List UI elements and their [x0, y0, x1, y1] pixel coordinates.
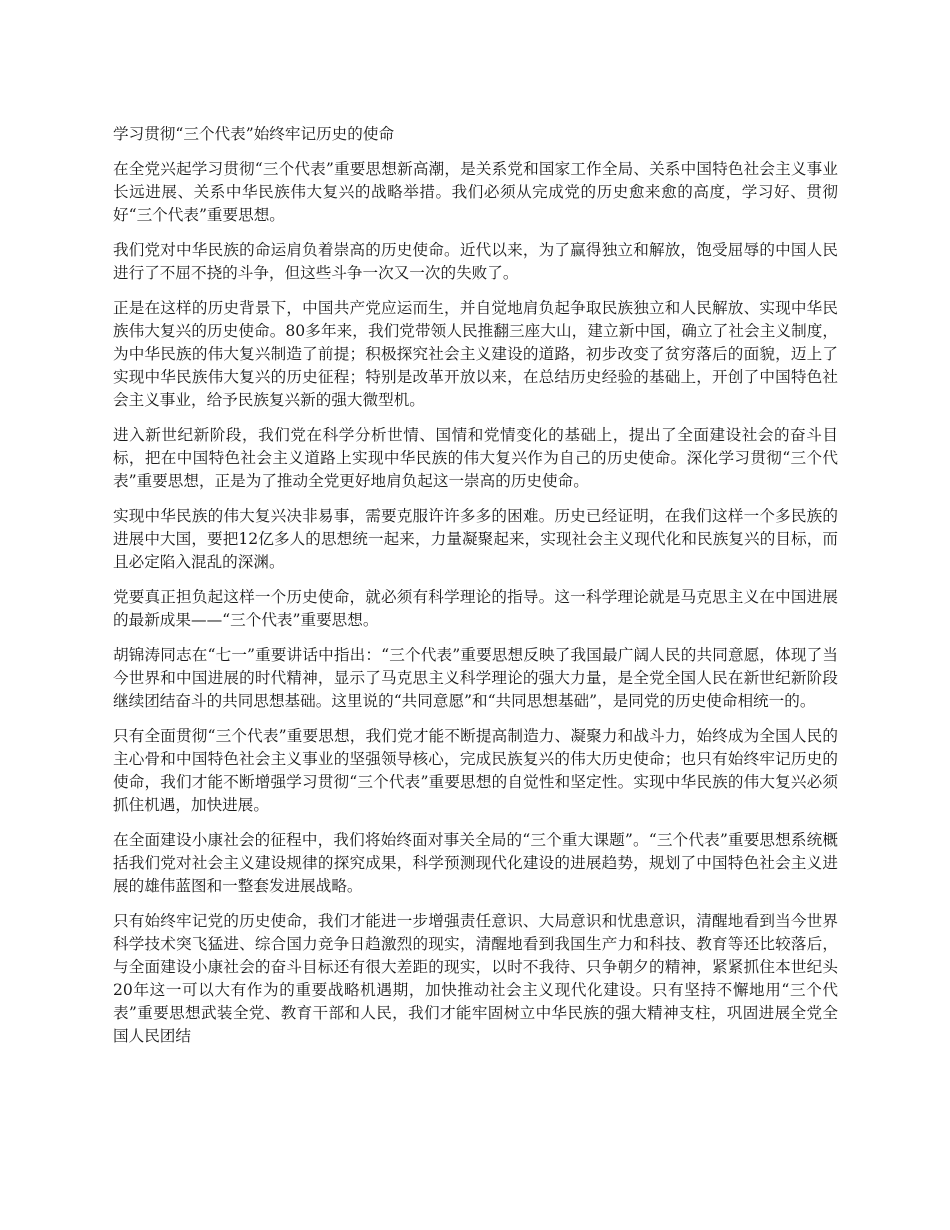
paragraph-10: 只有始终牢记党的历史使命，我们才能进一步增强责任意识、大局意识和忧患意识，清醒地看到当今世界科学技术突飞猛进、综合国力竞争日趋激烈的现实，清醒地看到我国生产力和科技、教育等还比较落后，与全面建设小康社会的奋斗目标还有很大差距的现实，以时不我待、只争朝夕的精神，紧紧抓住本世纪头20年这一可以大有作为的重要战略机遇期，加快推动社会主义现代化建设。只有坚持不懈地用“三个代表”重要思想武装全党、教育干部和人民，我们才能牢固树立中华民族的强大精神支柱，巩固进展全党全国人民团结 — [113, 912, 838, 1045]
paragraph-2: 我们党对中华民族的命运肩负着崇高的历史使命。近代以来，为了赢得独立和解放，饱受屈辱的中国人民进行了不屈不挠的斗争，但这些斗争一次又一次的失败了。 — [113, 241, 838, 282]
paragraph-5: 实现中华民族的伟大复兴决非易事，需要克服许许多多的困难。历史已经证明，在我们这样一个多民族的进展中大国，要把12亿多人的思想统一起来，力量凝聚起来，实现社会主义现代化和民族复兴的目标，而且必定陷入混乱的深渊。 — [113, 507, 838, 571]
paragraph-8: 只有全面贯彻“三个代表”重要思想，我们党才能不断提高制造力、凝聚力和战斗力，始终成为全国人民的主心骨和中国特色社会主义事业的坚强领导核心，完成民族复兴的伟大历史使命；也只有始终牢记历史的使命，我们才能不断增强学习贯彻“三个代表”重要思想的自觉性和坚定性。实现中华民族的伟大复兴必须抓住机遇，加快进展。 — [113, 727, 838, 814]
paragraph-4: 进入新世纪新阶段，我们党在科学分析世情、国情和党情变化的基础上，提出了全面建设社会的奋斗目标，把在中国特色社会主义道路上实现中华民族的伟大复兴作为自己的历史使命。深化学习贯彻“三个代表”重要思想，正是为了推动全党更好地肩负起这一崇高的历史使命。 — [113, 426, 838, 490]
paragraph-9: 在全面建设小康社会的征程中，我们将始终面对事关全局的“三个重大课题”。“三个代表”重要思想系统概括我们党对社会主义建设规律的探究成果，科学预测现代化建设的进展趋势，规划了中国特色社会主义进展的雄伟蓝图和一整套发进展战略。 — [113, 831, 838, 895]
document-title: 学习贯彻“三个代表”始终牢记历史的使命 — [113, 125, 395, 143]
document-body — [113, 123, 838, 1060]
paragraph-1: 在全党兴起学习贯彻“三个代表”重要思想新高潮，是关系党和国家工作全局、关系中国特色社会主义事业长远进展、关系中华民族伟大复兴的战略举措。我们必须从完成党的历史愈来愈的高度，学习好、贯彻好“三个代表”重要思想。 — [113, 160, 838, 224]
paragraph-7: 胡锦涛同志在“七一”重要讲话中指出：“三个代表”重要思想反映了我国最广阔人民的共同意愿，体现了当今世界和中国进展的时代精神，显示了马克思主义科学理论的强大力量，是全党全国人民在新世纪新阶段继续团结奋斗的共同思想基础。这里说的“共同意愿”和“共同思想基础”，是同党的历史使命相统一的。 — [113, 646, 838, 710]
paragraph-3: 正是在这样的历史背景下，中国共产党应运而生，并自觉地肩负起争取民族独立和人民解放、实现中华民族伟大复兴的历史使命。80多年来，我们党带领人民推翻三座大山，建立新中国，确立了社会主义制度，为中华民族的伟大复兴制造了前提；积极探究社会主义建设的道路，初步改变了贫穷落后的面貌，迈上了实现中华民族伟大复兴的历史征程；特别是改革开放以来，在总结历史经验的基础上，开创了中国特色社会主义事业，给予民族复兴新的强大微型机。 — [113, 299, 838, 409]
paragraph-6: 党要真正担负起这样一个历史使命，就必须有科学理论的指导。这一科学理论就是马克思主义在中国进展的最新成果——“三个代表”重要思想。 — [113, 588, 838, 629]
